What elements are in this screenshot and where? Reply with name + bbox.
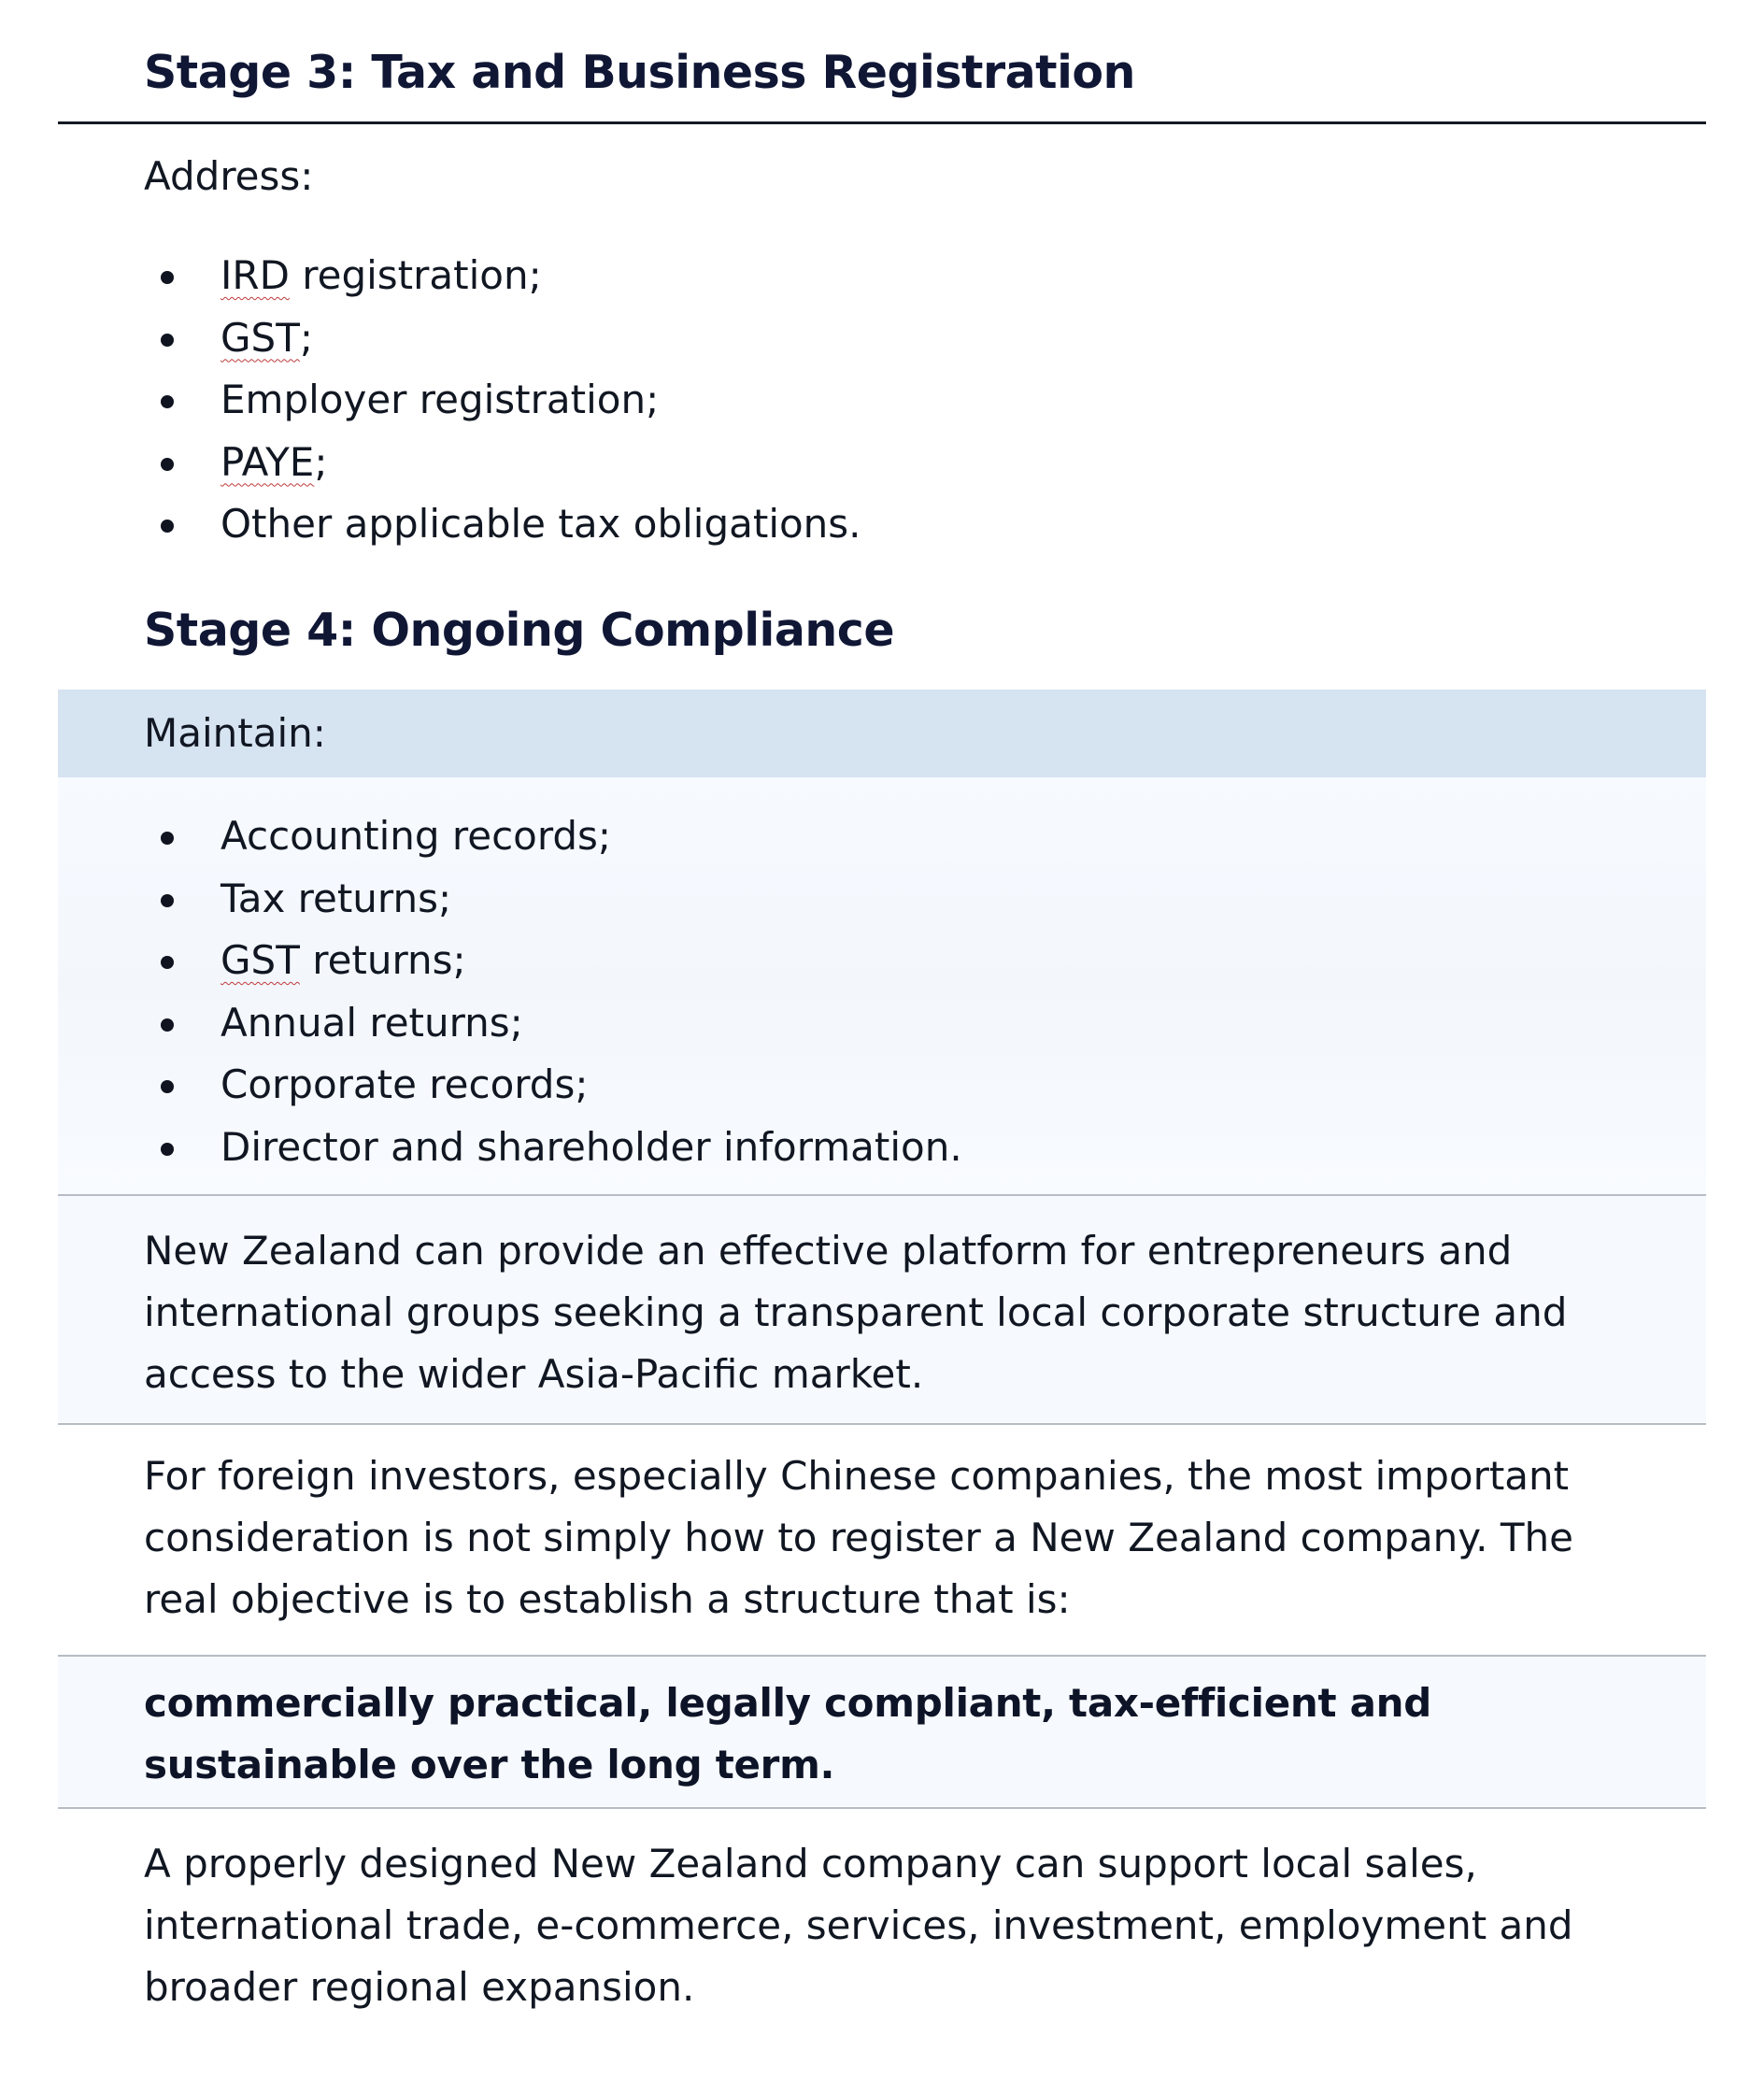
heading-divider (58, 121, 1706, 124)
section-divider (58, 1807, 1706, 1809)
section-divider (58, 1423, 1706, 1425)
list-item (144, 245, 861, 307)
bullet-icon (161, 271, 174, 284)
list-item-text: Director and shareholder information. (220, 1123, 962, 1170)
list-item-text: ; (314, 438, 328, 485)
bullet-icon (161, 832, 174, 845)
stage-4-intro: Maintain: (144, 710, 326, 756)
list-item (144, 493, 861, 556)
list-item (144, 868, 962, 931)
bullet-icon (161, 395, 174, 408)
spellcheck-term: IRD (220, 252, 290, 298)
spellcheck-term: PAYE (220, 438, 315, 485)
list-item (144, 1117, 962, 1179)
list-item (144, 992, 962, 1055)
bullet-icon (161, 956, 174, 969)
list-item-text: registration; (289, 252, 542, 298)
list-item-text: Accounting records; (220, 813, 612, 859)
list-item-text: Corporate records; (220, 1061, 589, 1107)
bullet-icon (161, 334, 174, 347)
list-item-text: Other applicable tax obligations. (220, 501, 861, 547)
list-item-text: Annual returns; (220, 999, 523, 1046)
platform-paragraph: New Zealand can provide an effective platform for entrepreneurs and international groups seeking a transparent local corporate structure and access to the wider Asia-Pacific market. (144, 1228, 1568, 1397)
bullet-icon (161, 520, 174, 533)
closing-paragraph: A properly designed New Zealand company can support local sales, international trade, e-commerce, services, investment, employment and broader regional expansion. (144, 1841, 1573, 2010)
stage-3-list (144, 245, 861, 556)
investors-paragraph: For foreign investors, especially Chinese companies, the most important consideration is not simply how to register a New Zealand company. The real objective is to establish a structure that is: (144, 1453, 1573, 1622)
list-item (144, 307, 861, 370)
stage-3-intro: Address: (144, 153, 314, 199)
stage-3-heading: Stage 3: Tax and Business Registration (144, 46, 1135, 99)
list-item (144, 1054, 962, 1117)
bullet-icon (161, 1143, 174, 1156)
list-item-text: Tax returns; (220, 875, 452, 921)
bullet-icon (161, 1018, 174, 1032)
list-item (144, 805, 962, 868)
stage-4-list (144, 805, 962, 1178)
list-item (144, 432, 861, 494)
list-item-text: Employer registration; (220, 377, 660, 422)
list-item (144, 369, 861, 432)
spellcheck-term: GST (220, 314, 300, 361)
stage-4-heading: Stage 4: Ongoing Compliance (144, 604, 895, 657)
bullet-icon (161, 458, 174, 471)
emphasis-statement: commercially practical, legally compliant, tax-efficient and sustainable over the long term. (144, 1680, 1432, 1787)
bullet-icon (161, 1080, 174, 1093)
spellcheck-term: GST (220, 937, 300, 983)
list-item-text: ; (299, 314, 314, 361)
list-item-text: returns; (299, 937, 466, 983)
list-item (144, 930, 962, 992)
bullet-icon (161, 894, 174, 907)
